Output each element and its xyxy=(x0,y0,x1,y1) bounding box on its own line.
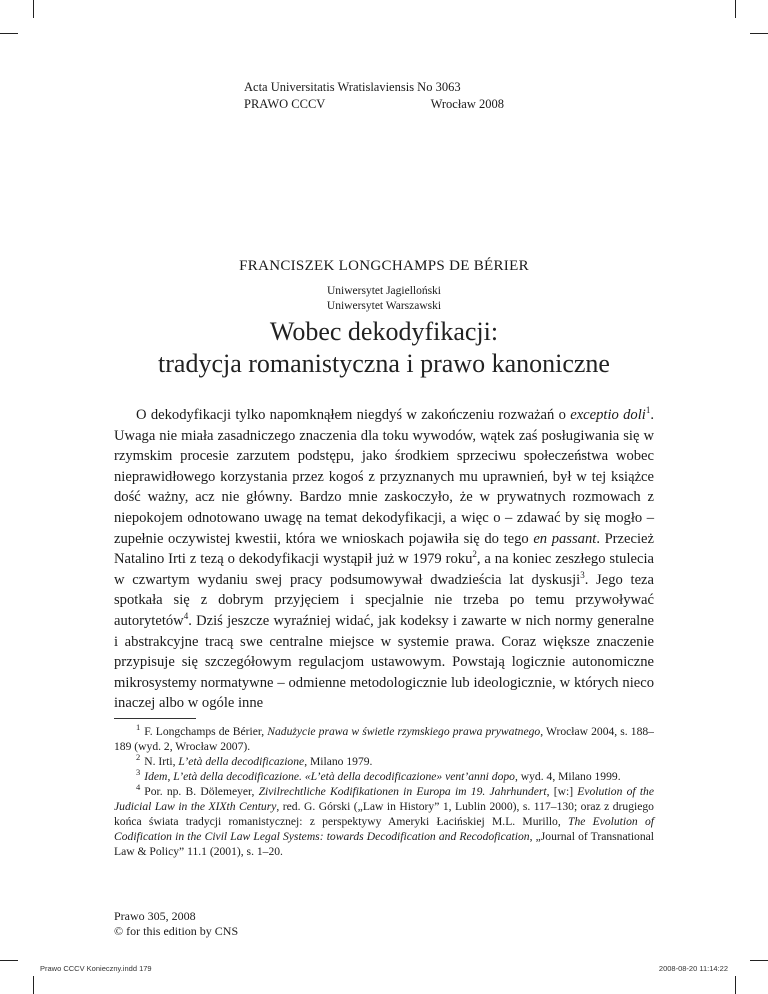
crop-mark xyxy=(735,976,736,994)
journal-name: Acta Universitatis Wratislaviensis No 3063 xyxy=(244,80,461,94)
print-slug-file: Prawo CCCV Konieczny.indd 179 xyxy=(40,964,152,973)
print-slug-date: 2008-08-20 11:14:22 xyxy=(658,964,728,973)
affiliation: Uniwersytet Warszawski xyxy=(326,300,442,312)
footnote: $^3$ Idem, L’età della decodificazione. «L’età della decodificazione» vent’anni dopo, wyd. 4, Milano 1999. xyxy=(136,767,621,783)
affiliation: Uniwersytet Jagielloński xyxy=(326,285,442,297)
footnote-ref[interactable]: 1 xyxy=(645,405,651,416)
crop-mark xyxy=(750,33,768,34)
footnote: $^4$ Por. np. B. Dölemeyer, Zivilrechtliche Kodifikationen in Europa im 19. Jahrhundert, [w:] Evolution of the Judicial Law in the XIXth Century, red. G. Górski („Law in History” 1, Lublin 2000), s. 117–130; oraz z drugiego końca świata tradycji romanistycznej: z perspektywy Ameryki Łacińskiej M.L. Murillo, The Evolution of Codification in the Civil Law Legal Systems: towards Decodification and Recodofication, „Journal of Transnational Law & Policy” 11.1 (2001), s. 1–20. xyxy=(114,782,655,858)
footnote-ref[interactable]: 3 xyxy=(580,569,585,580)
crop-mark xyxy=(735,0,736,18)
author-name: FRANCISZEK LONGCHAMPS DE BÉRIER xyxy=(239,258,529,274)
journal-header xyxy=(244,79,504,113)
crop-mark xyxy=(0,960,18,961)
journal-series: PRAWO CCCV xyxy=(244,97,326,111)
footnote: $^2$ N. Irti, L’età della decodificazione, Milano 1979. xyxy=(136,752,373,768)
footnote: $^1$ F. Longchamps de Bérier, Nadużycie prawa w świetle rzymskiego prawa prywatnego, Wrocław 2004, s. 188–189 (wyd. 2, Wrocław 2007). xyxy=(114,722,654,753)
affiliations xyxy=(0,284,768,314)
footnote-ref[interactable]: 4 xyxy=(183,611,189,622)
footnotes xyxy=(114,724,654,859)
article-title xyxy=(0,316,768,380)
copyright-footer xyxy=(114,909,238,939)
title-line: Wobec dekodyfikacji: xyxy=(269,317,499,346)
footer-line: Prawo 305, 2008 xyxy=(114,909,196,923)
crop-mark xyxy=(33,976,34,994)
paragraph: O dekodyfikacji tylko napomknąłem niegdyś w zakończeniu rozważań o exceptio doli$^1$. Uwaga nie miała zasadniczego znaczenia dla toku wywodów, wątek zaś posługiwania się w rzymskim procesie zarzutem podstępu, jako środkiem sprzeciwu społeczeństwa wobec nieprawidłowego korzystania przez kogoś z przyznanych mu uprawnień, był w tej książce dość ważny, acz nie główny. Bardzo mnie zaskoczyło, że w prywatnych rozmowach z niepokojem odnotowano uwagę na temat dekodyfikacji, a więc o – zdawać by się mogło – zupełnie oczywistej kwestii, która we wnioskach pojawiła się do tego en passant. Przecież Natalino Irti z tezą o dekodyfikacji wystąpił już w 1979 roku$^2$, a na koniec zeszłego stulecia w czwartym wydaniu swej pracy podsumowywał dwadzieścia lat dyskusji$^3$. Jego teza spotkała się z dobrym przyjęciem i specjalnie nie trzeba po temu przywoływać autorytetów$^4$. Dziś jeszcze wyraźniej widać, jak kodeksy i zawarte w nich normy generalne i abstrakcyjne tracą swe centralne miejsce w systemie prawa. Coraz większe znaczenie przypisuje się szczegółowym regulacjom ustawowym. Powstają logicznie autonomiczne mikrosystemy normatywne – odmienne metodologicznie lub ideologicznie, w których nieco inaczej albo w ogóle inne xyxy=(114,405,655,712)
footnote-separator xyxy=(114,718,196,719)
footnote-ref[interactable]: 2 xyxy=(472,549,477,560)
footer-line: © for this edition by CNS xyxy=(114,924,239,938)
body-text xyxy=(114,405,654,714)
journal-place-year: Wrocław 2008 xyxy=(430,97,504,111)
crop-mark xyxy=(33,0,34,18)
title-line: tradycja romanistyczna i prawo kanoniczne xyxy=(158,349,610,378)
crop-mark xyxy=(750,960,768,961)
crop-mark xyxy=(0,33,18,34)
